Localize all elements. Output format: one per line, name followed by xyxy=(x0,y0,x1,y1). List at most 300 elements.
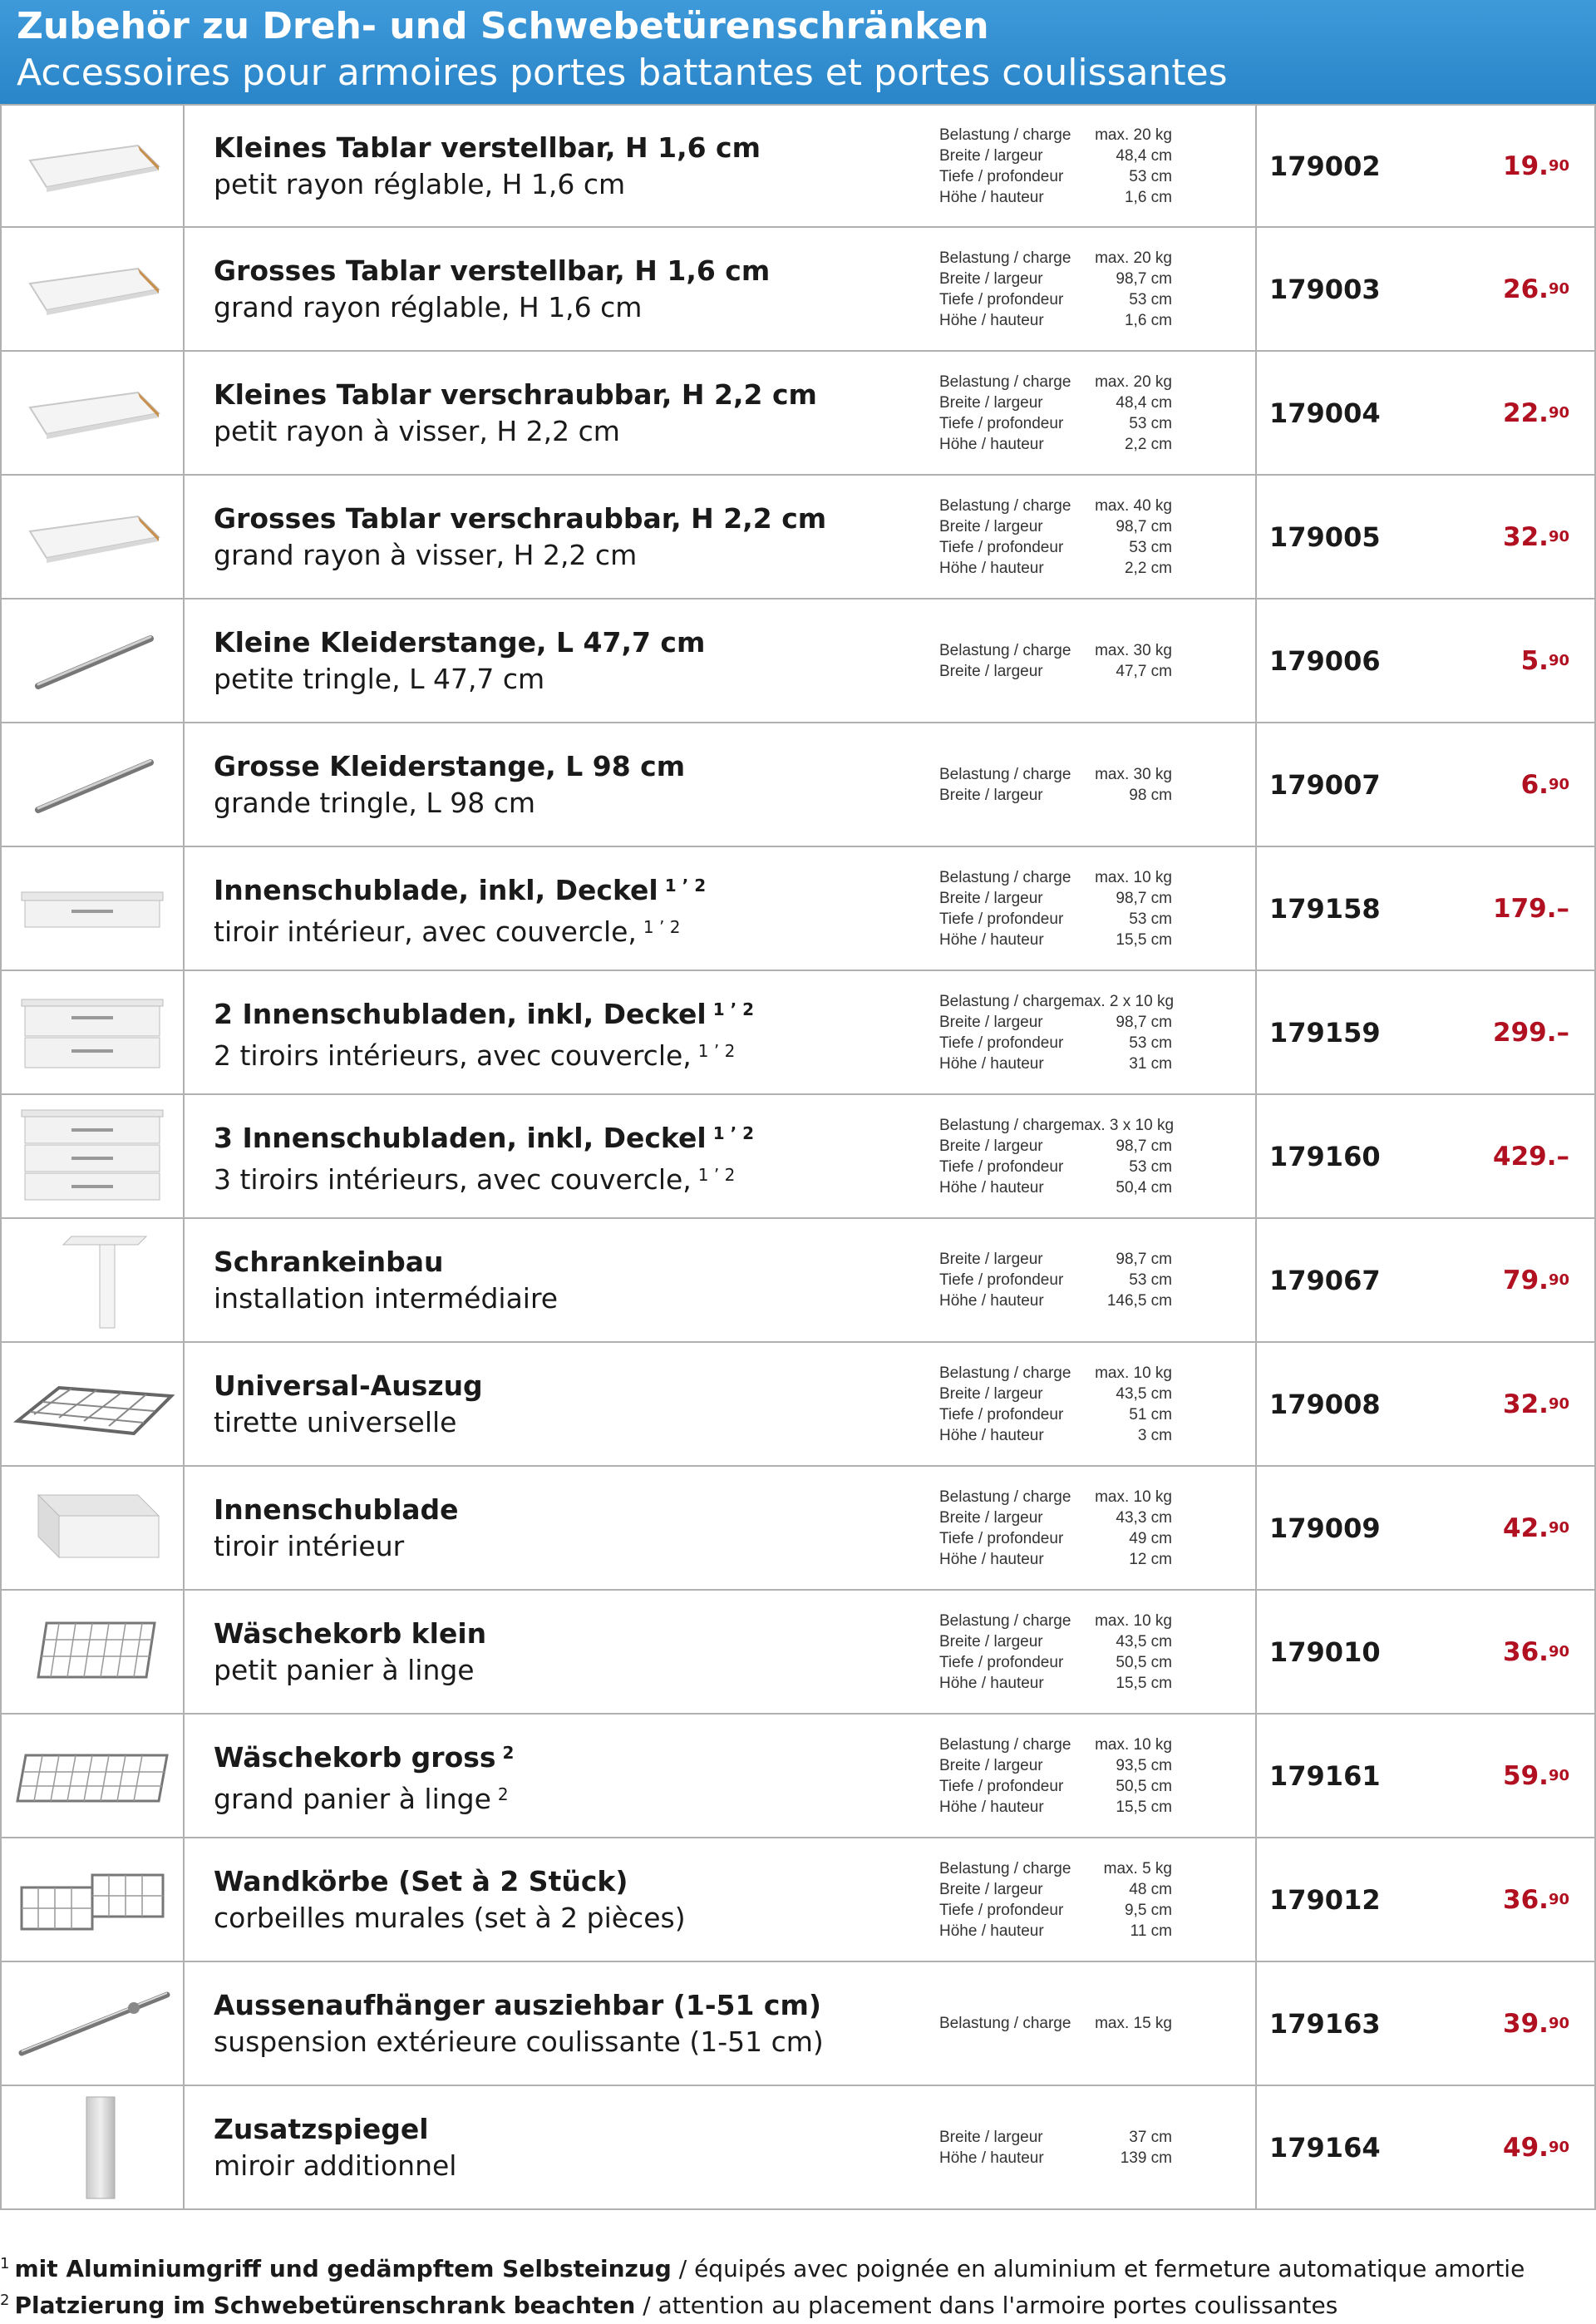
product-name-de xyxy=(214,377,920,413)
spec-line xyxy=(939,785,1172,806)
spec-value: max. 2 x 10 kg xyxy=(1071,992,1175,1010)
product-name-de xyxy=(214,1734,920,1776)
spec-label: Breite / largeur xyxy=(939,1384,1043,1403)
price xyxy=(1521,723,1569,846)
spec-line xyxy=(939,1270,1172,1290)
spec-value: 98,7 cm xyxy=(1116,269,1172,288)
name-de-text: Kleines Tablar verstellbar, H 1,6 cm xyxy=(214,131,761,164)
spec-value: 1,6 cm xyxy=(1124,311,1172,329)
extendable-hanger-icon xyxy=(2,1962,185,2085)
product-specs xyxy=(939,476,1172,598)
product-name-de xyxy=(214,501,920,537)
spec-line xyxy=(939,1734,1172,1755)
spec-line xyxy=(939,537,1172,558)
spec-label: Höhe / hauteur xyxy=(939,2149,1044,2167)
product-specs xyxy=(939,1838,1172,1961)
name-de-text: Grosses Tablar verschraubbar, H 2,2 cm xyxy=(214,501,827,535)
column-divider xyxy=(1255,600,1257,722)
drawer-icon xyxy=(2,847,185,970)
name-de-text: Wandkörbe (Set à 2 Stück) xyxy=(214,1864,628,1897)
spec-label: Tiefe / profondeur xyxy=(939,1034,1064,1052)
product-specs xyxy=(939,2086,1172,2208)
spec-line xyxy=(939,1177,1172,1198)
spec-line xyxy=(939,413,1172,434)
spec-line xyxy=(939,146,1172,166)
spec-value: 50,5 cm xyxy=(1116,1777,1172,1795)
spec-line xyxy=(939,1033,1172,1053)
product-row xyxy=(0,228,1596,352)
spec-label: Höhe / hauteur xyxy=(939,1798,1044,1816)
spec-label: Tiefe / profondeur xyxy=(939,910,1064,928)
article-number: 179004 xyxy=(1269,397,1381,429)
product-specs xyxy=(939,1219,1172,1341)
spec-line xyxy=(939,558,1172,579)
product-name-de xyxy=(214,130,920,166)
spec-label: Belastung / charge xyxy=(939,992,1071,1010)
spec-value: 139 cm xyxy=(1120,2149,1172,2167)
name-fr-text: miroir additionnel xyxy=(214,2149,457,2182)
spec-value: 48,4 cm xyxy=(1116,393,1172,412)
spec-value: 43,5 cm xyxy=(1116,1384,1172,1403)
price-main: 39. xyxy=(1503,2008,1549,2039)
price-cents: 90 xyxy=(1548,1395,1569,1413)
spec-value: max. 40 kg xyxy=(1095,496,1172,515)
rod-icon xyxy=(2,600,185,722)
product-specs xyxy=(939,1095,1175,1217)
product-names xyxy=(214,1343,920,1465)
product-names xyxy=(214,1591,920,1713)
column-divider xyxy=(1255,2086,1257,2208)
spec-label: Belastung / charge xyxy=(939,373,1071,391)
price xyxy=(1503,228,1569,350)
name-de-text: Aussenaufhänger ausziehbar (1-51 cm) xyxy=(214,1988,821,2021)
price-main: 6. xyxy=(1520,769,1549,800)
product-specs xyxy=(939,1343,1172,1465)
article-number: 179002 xyxy=(1269,150,1381,182)
spec-value: max. 10 kg xyxy=(1095,1364,1172,1382)
spec-value: 43,3 cm xyxy=(1116,1508,1172,1527)
column-divider xyxy=(1255,228,1257,350)
product-name-fr xyxy=(214,1157,920,1198)
article-number: 179067 xyxy=(1269,1264,1381,1296)
footnote-separator: / xyxy=(635,2292,658,2319)
spec-label: Belastung / charge xyxy=(939,1735,1071,1754)
article-number: 179010 xyxy=(1269,1636,1381,1668)
product-row xyxy=(0,1219,1596,1343)
footnote-1 xyxy=(0,2255,1596,2282)
name-fr-text: petit panier à linge xyxy=(214,1653,475,1686)
spec-line xyxy=(939,1611,1172,1631)
product-name-fr xyxy=(214,1652,920,1689)
spec-line xyxy=(939,1115,1175,1136)
product-specs xyxy=(939,1467,1172,1589)
product-row xyxy=(0,104,1596,228)
spec-value: 53 cm xyxy=(1129,1157,1172,1176)
spec-value: max. 10 kg xyxy=(1095,1611,1172,1630)
product-row xyxy=(0,600,1596,723)
article-number: 179003 xyxy=(1269,273,1381,305)
product-specs xyxy=(939,723,1172,846)
spec-label: Breite / largeur xyxy=(939,1508,1043,1527)
column-divider xyxy=(1255,1467,1257,1589)
spec-value: 50,5 cm xyxy=(1116,1653,1172,1671)
spec-line xyxy=(939,661,1172,682)
price-cents: 90 xyxy=(1548,404,1569,422)
spec-line xyxy=(939,125,1172,146)
spec-value: 53 cm xyxy=(1129,1034,1172,1052)
footnote-ref: 1 ’ 2 xyxy=(712,999,755,1019)
footnote-de: Platzierung im Schwebetürenschrank beachten xyxy=(14,2292,636,2319)
spec-label: Belastung / charge xyxy=(939,765,1071,783)
name-de-text: Grosse Kleiderstange, L 98 cm xyxy=(214,749,686,782)
price-cents: 90 xyxy=(1548,776,1569,793)
title-de: Zubehör zu Dreh- und Schwebetürenschränken xyxy=(17,5,989,47)
product-name-de xyxy=(214,1863,920,1900)
price-cents: 90 xyxy=(1548,528,1569,545)
spec-line xyxy=(939,1136,1172,1157)
product-row xyxy=(0,1715,1596,1838)
name-de-text: Wäschekorb gross xyxy=(214,1740,496,1774)
product-names xyxy=(214,723,920,846)
footnote-separator: / xyxy=(671,2255,695,2282)
name-fr-text: suspension extérieure coulissante (1-51 cm) xyxy=(214,2025,824,2058)
price-main: 36. xyxy=(1503,1636,1549,1667)
spec-label: Tiefe / profondeur xyxy=(939,1405,1064,1424)
name-fr-text: installation intermédiaire xyxy=(214,1281,559,1315)
spec-value: 53 cm xyxy=(1129,1271,1172,1289)
spec-label: Belastung / charge xyxy=(939,1116,1071,1134)
spec-line xyxy=(939,1673,1172,1694)
name-de-text: Grosses Tablar verstellbar, H 1,6 cm xyxy=(214,254,771,287)
spec-line xyxy=(939,289,1172,310)
spec-label: Höhe / hauteur xyxy=(939,1054,1044,1073)
price-main: 59. xyxy=(1503,1760,1549,1791)
spec-label: Breite / largeur xyxy=(939,1880,1043,1898)
footnote-marker: 1 xyxy=(0,2255,10,2272)
product-names xyxy=(214,1838,920,1961)
name-fr-text: grand rayon à visser, H 2,2 cm xyxy=(214,538,638,571)
spec-line xyxy=(939,496,1172,516)
product-row xyxy=(0,2086,1596,2210)
name-de-text: 2 Innenschubladen, inkl, Deckel xyxy=(214,997,707,1030)
column-divider xyxy=(1255,352,1257,474)
price xyxy=(1503,1343,1569,1465)
spec-value: max. 20 kg xyxy=(1095,126,1172,144)
spec-label: Tiefe / profondeur xyxy=(939,1901,1064,1919)
product-row xyxy=(0,1962,1596,2086)
spec-value: 93,5 cm xyxy=(1116,1756,1172,1774)
spec-line xyxy=(939,1290,1172,1311)
product-row xyxy=(0,352,1596,476)
product-name-fr xyxy=(214,2024,920,2060)
name-de-text: Innenschublade, inkl, Deckel xyxy=(214,873,658,906)
spec-line xyxy=(939,1528,1172,1549)
spec-line xyxy=(939,187,1172,208)
spec-label: Höhe / hauteur xyxy=(939,188,1044,206)
spec-line xyxy=(939,2127,1172,2148)
spec-value: 98 cm xyxy=(1129,786,1172,804)
spec-value: max. 20 kg xyxy=(1095,373,1172,391)
article-number: 179008 xyxy=(1269,1388,1381,1420)
spec-value: 31 cm xyxy=(1129,1054,1172,1073)
product-names xyxy=(214,1715,920,1837)
spec-label: Breite / largeur xyxy=(939,1756,1043,1774)
price xyxy=(1521,600,1569,722)
name-fr-text: petit rayon à visser, H 2,2 cm xyxy=(214,414,620,447)
spec-value: 98,7 cm xyxy=(1116,1251,1172,1268)
price xyxy=(1493,1095,1569,1217)
product-name-fr xyxy=(214,166,920,203)
name-fr-text: 2 tiroirs intérieurs, avec couvercle, xyxy=(214,1039,692,1072)
product-name-de xyxy=(214,253,920,289)
price-cents: 90 xyxy=(1548,1767,1569,1784)
spec-line xyxy=(939,1755,1172,1776)
column-divider xyxy=(1255,971,1257,1093)
spec-label: Tiefe / profondeur xyxy=(939,1777,1064,1795)
product-name-de xyxy=(214,624,920,661)
name-fr-text: 3 tiroirs intérieurs, avec couvercle, xyxy=(214,1162,692,1196)
article-number: 179006 xyxy=(1269,644,1381,677)
product-name-de xyxy=(214,748,920,785)
product-name-fr xyxy=(214,413,920,450)
shelf-icon xyxy=(2,106,185,226)
spec-value: 53 cm xyxy=(1129,167,1172,185)
product-name-fr xyxy=(214,909,920,950)
partition-icon xyxy=(2,1219,185,1341)
spec-label: Höhe / hauteur xyxy=(939,1292,1044,1310)
article-number: 179005 xyxy=(1269,521,1381,553)
spec-line xyxy=(939,1157,1172,1177)
product-names xyxy=(214,1219,920,1341)
spec-label: Belastung / charge xyxy=(939,1488,1071,1506)
spec-line xyxy=(939,269,1172,289)
spec-value: max. 15 kg xyxy=(1095,2015,1172,2032)
price-main: 36. xyxy=(1503,1884,1549,1915)
spec-line xyxy=(939,434,1172,455)
spec-label: Tiefe / profondeur xyxy=(939,1157,1064,1176)
price-main: 179.– xyxy=(1493,893,1569,924)
spec-label: Breite / largeur xyxy=(939,1013,1043,1031)
spec-label: Höhe / hauteur xyxy=(939,1426,1044,1444)
spec-line xyxy=(939,1858,1172,1879)
product-name-de xyxy=(214,1368,920,1404)
spec-value: 53 cm xyxy=(1129,538,1172,556)
price-cents: 90 xyxy=(1548,2015,1569,2032)
spec-label: Breite / largeur xyxy=(939,146,1043,165)
name-de-text: Wäschekorb klein xyxy=(214,1616,487,1650)
column-divider xyxy=(1255,847,1257,970)
product-name-de xyxy=(214,1987,920,2024)
name-fr-text: grand panier à linge xyxy=(214,1782,491,1815)
shelf-icon xyxy=(2,228,185,350)
product-row xyxy=(0,971,1596,1095)
spec-line xyxy=(939,909,1172,930)
column-divider xyxy=(1255,106,1257,226)
spec-label: Höhe / hauteur xyxy=(939,930,1044,949)
column-divider xyxy=(1255,1219,1257,1341)
spec-value: 47,7 cm xyxy=(1116,662,1172,680)
product-specs xyxy=(939,600,1172,722)
spec-value: max. 5 kg xyxy=(1103,1859,1172,1877)
spec-line xyxy=(939,1652,1172,1673)
article-number: 179164 xyxy=(1269,2131,1381,2164)
spec-value: 53 cm xyxy=(1129,290,1172,308)
spec-line xyxy=(939,1797,1172,1818)
product-name-de xyxy=(214,1492,920,1528)
spec-label: Tiefe / profondeur xyxy=(939,1271,1064,1289)
spec-line xyxy=(939,1012,1172,1033)
product-specs xyxy=(939,971,1175,1093)
price-main: 299.– xyxy=(1493,1017,1569,1048)
spec-line xyxy=(939,1425,1172,1446)
product-row xyxy=(0,847,1596,971)
product-row xyxy=(0,476,1596,600)
spec-label: Breite / largeur xyxy=(939,393,1043,412)
spec-label: Höhe / hauteur xyxy=(939,1922,1044,1940)
price-main: 429.– xyxy=(1493,1141,1569,1172)
spec-line xyxy=(939,248,1172,269)
spec-line xyxy=(939,764,1172,785)
price xyxy=(1503,106,1569,226)
column-divider xyxy=(1255,1343,1257,1465)
spec-line xyxy=(939,2148,1172,2169)
product-name-de xyxy=(214,1115,920,1157)
spec-label: Belastung / charge xyxy=(939,1364,1071,1382)
spec-label: Breite / largeur xyxy=(939,1137,1043,1155)
spec-line xyxy=(939,867,1172,888)
product-specs xyxy=(939,847,1172,970)
spec-label: Belastung / charge xyxy=(939,496,1071,515)
page-header xyxy=(0,0,1596,104)
price xyxy=(1503,1219,1569,1341)
product-name-fr xyxy=(214,1776,920,1818)
spec-line xyxy=(939,1363,1172,1384)
price xyxy=(1493,847,1569,970)
product-names xyxy=(214,847,920,970)
price-cents: 90 xyxy=(1548,1519,1569,1537)
wire-basket-large-icon xyxy=(2,1715,185,1837)
spec-line xyxy=(939,392,1172,413)
name-de-text: Zusatzspiegel xyxy=(214,2112,429,2145)
spec-label: Tiefe / profondeur xyxy=(939,538,1064,556)
price-cents: 90 xyxy=(1548,652,1569,669)
footnote-marker: 2 xyxy=(0,2292,10,2309)
spec-line xyxy=(939,372,1172,392)
spec-value: 43,5 cm xyxy=(1116,1632,1172,1650)
product-specs xyxy=(939,1715,1172,1837)
footnote-ref: 1 ’ 2 xyxy=(643,916,681,937)
article-number: 179012 xyxy=(1269,1883,1381,1916)
spec-line xyxy=(939,1631,1172,1652)
wall-baskets-icon xyxy=(2,1838,185,1961)
spec-value: 51 cm xyxy=(1129,1405,1172,1424)
product-name-fr xyxy=(214,661,920,698)
article-number: 179159 xyxy=(1269,1016,1381,1049)
product-name-fr xyxy=(214,289,920,326)
name-fr-text: grande tringle, L 98 cm xyxy=(214,786,536,819)
price xyxy=(1503,352,1569,474)
price-main: 49. xyxy=(1503,2132,1549,2163)
product-names xyxy=(214,971,920,1093)
spec-value: 15,5 cm xyxy=(1116,930,1172,949)
product-row xyxy=(0,1838,1596,1962)
drawers-3-icon xyxy=(2,1095,185,1217)
footnote-ref: 1 ’ 2 xyxy=(697,1040,736,1061)
spec-line xyxy=(939,991,1175,1012)
product-names xyxy=(214,352,920,474)
footnote-2 xyxy=(0,2292,1596,2319)
product-names xyxy=(214,476,920,598)
spec-label: Höhe / hauteur xyxy=(939,311,1044,329)
spec-label: Belastung / charge xyxy=(939,641,1071,659)
spec-value: max. 20 kg xyxy=(1095,249,1172,267)
product-name-de xyxy=(214,991,920,1033)
shelf-icon xyxy=(2,352,185,474)
spec-label: Belastung / charge xyxy=(939,126,1071,144)
spec-label: Breite / largeur xyxy=(939,1632,1043,1650)
product-specs xyxy=(939,106,1172,226)
price-cents: 90 xyxy=(1548,1643,1569,1660)
spec-value: max. 30 kg xyxy=(1095,641,1172,659)
drawers-2-icon xyxy=(2,971,185,1093)
column-divider xyxy=(1255,1838,1257,1961)
spec-label: Breite / largeur xyxy=(939,662,1043,680)
column-divider xyxy=(1255,723,1257,846)
spec-line xyxy=(939,1404,1172,1425)
spec-line xyxy=(939,1053,1172,1074)
spec-line xyxy=(939,888,1172,909)
article-number: 179158 xyxy=(1269,892,1381,925)
product-names xyxy=(214,1095,920,1217)
price-main: 5. xyxy=(1520,645,1549,676)
spec-value: 37 cm xyxy=(1129,2128,1172,2146)
spec-value: max. 30 kg xyxy=(1095,765,1172,783)
price-main: 26. xyxy=(1503,274,1549,304)
spec-value: 98,7 cm xyxy=(1116,1013,1172,1031)
spec-line xyxy=(939,1776,1172,1797)
name-fr-text: tiroir intérieur xyxy=(214,1529,405,1562)
name-fr-text: grand rayon réglable, H 1,6 cm xyxy=(214,290,643,323)
spec-value: 2,2 cm xyxy=(1124,435,1172,453)
footnote-fr: équipés avec poignée en aluminium et fermeture automatique amortie xyxy=(694,2255,1525,2282)
footnote-ref: 1 ’ 2 xyxy=(712,1123,755,1143)
article-number: 179163 xyxy=(1269,2007,1381,2040)
spec-label: Breite / largeur xyxy=(939,269,1043,288)
product-row xyxy=(0,1095,1596,1219)
spec-label: Tiefe / profondeur xyxy=(939,1653,1064,1671)
spec-value: max. 3 x 10 kg xyxy=(1071,1116,1175,1134)
spec-line xyxy=(939,310,1172,331)
product-name-fr xyxy=(214,2148,920,2184)
price-cents: 90 xyxy=(1548,280,1569,298)
column-divider xyxy=(1255,1715,1257,1837)
price xyxy=(1503,1591,1569,1713)
column-divider xyxy=(1255,476,1257,598)
spec-label: Belastung / charge xyxy=(939,1859,1071,1877)
spec-value: 98,7 cm xyxy=(1116,517,1172,535)
spec-value: max. 10 kg xyxy=(1095,1488,1172,1506)
spec-line xyxy=(939,1921,1172,1942)
spec-label: Breite / largeur xyxy=(939,1251,1043,1268)
product-row xyxy=(0,1343,1596,1467)
price xyxy=(1503,1962,1569,2085)
price xyxy=(1503,1467,1569,1589)
spec-value: max. 10 kg xyxy=(1095,1735,1172,1754)
spec-line xyxy=(939,1549,1172,1570)
spec-label: Tiefe / profondeur xyxy=(939,167,1064,185)
spec-value: max. 10 kg xyxy=(1095,868,1172,886)
spec-label: Breite / largeur xyxy=(939,517,1043,535)
